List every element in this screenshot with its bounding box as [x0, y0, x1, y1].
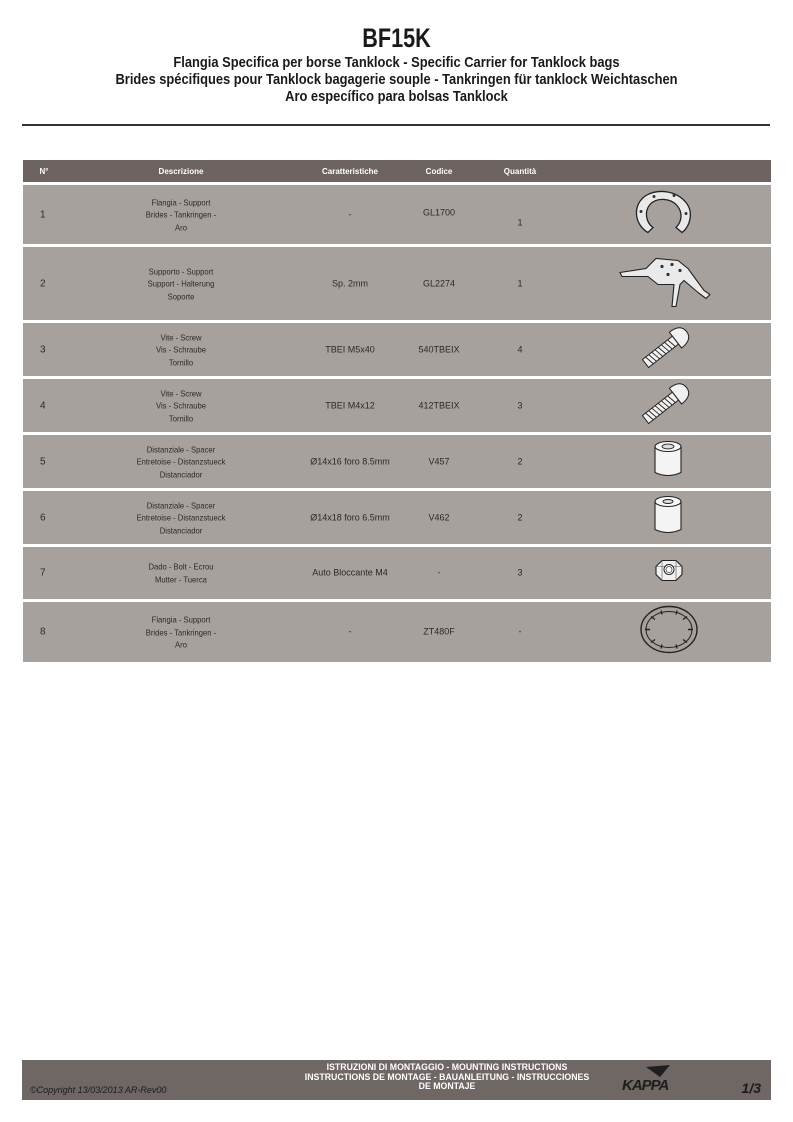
spacer-icon — [651, 493, 685, 542]
row-quantity: 2 — [517, 512, 523, 522]
row-code: 412TBEIX — [418, 400, 460, 410]
row-code: 540TBEIX — [418, 344, 460, 354]
table-row — [23, 185, 771, 244]
description-line: Flangia - Support — [151, 614, 211, 625]
description-line: Brides - Tankringen - — [145, 209, 217, 220]
row-number: 1 — [40, 209, 46, 220]
spacer-icon — [651, 438, 685, 485]
document-title: BF15K — [362, 23, 431, 53]
row-quantity: 4 — [517, 344, 523, 354]
row-description — [137, 499, 226, 537]
description-line: Entretoise - Distanzstueck — [136, 512, 226, 523]
row-quantity: - — [518, 626, 522, 637]
row-quantity: 1 — [517, 217, 523, 228]
table-header — [23, 160, 771, 182]
row-description — [156, 387, 206, 425]
description-line: Entretoise - Distanzstueck — [136, 456, 226, 467]
table-row — [23, 547, 771, 599]
screw-icon — [634, 380, 698, 431]
row-number: 5 — [40, 456, 46, 467]
row-number: 6 — [40, 512, 46, 523]
description-line: Vite - Screw — [160, 387, 202, 398]
ring-toothed-icon — [637, 603, 701, 662]
row-number: 4 — [40, 400, 46, 411]
parts-table — [23, 160, 771, 662]
col-header-number: N° — [39, 167, 49, 176]
description-line: Aro — [175, 221, 187, 232]
footer-bar — [22, 1060, 771, 1100]
row-characteristics: TBEI M4x12 — [325, 400, 375, 410]
row-characteristics: Ø14x18 foro 6.5mm — [310, 512, 390, 522]
document-header — [0, 22, 793, 105]
description-line: Distanciador — [159, 524, 203, 535]
description-line: Vite - Screw — [160, 331, 202, 342]
row-quantity: 3 — [517, 567, 523, 578]
table-row — [23, 323, 771, 376]
row-quantity: 1 — [517, 278, 523, 288]
row-quantity: 2 — [517, 456, 523, 466]
col-header-characteristics: Caratteristiche — [321, 167, 379, 176]
page-number: 1/3 — [741, 1080, 761, 1096]
description-line: Distanciador — [159, 468, 203, 479]
row-number: 7 — [40, 567, 46, 579]
instructions-line: INSTRUCTIONS DE MONTAGE - BAUANLEITUNG - INSTRUCCIONES — [304, 1071, 590, 1083]
row-characteristics: - — [348, 209, 352, 219]
table-row — [23, 491, 771, 544]
table-row — [23, 602, 771, 662]
row-code: GL1700 — [422, 207, 456, 218]
row-code: V457 — [428, 456, 450, 466]
description-line: Support - Halterung — [147, 278, 215, 289]
col-header-quantity: Quantità — [503, 167, 537, 176]
instructions-line: DE MONTAJE — [418, 1081, 476, 1092]
row-characteristics: Ø14x16 foro 8.5mm — [310, 456, 390, 466]
description-line: Flangia - Support — [151, 196, 211, 207]
row-characteristics: Sp. 2mm — [331, 278, 369, 288]
logo-text: KAPPA — [622, 1077, 669, 1094]
row-number: 3 — [40, 344, 46, 355]
kappa-logo — [620, 1065, 712, 1102]
row-description — [156, 331, 206, 369]
row-description — [148, 561, 213, 586]
row-description — [148, 265, 215, 303]
description-line: Dado - Bolt - Ecrou — [148, 561, 214, 572]
row-description — [146, 613, 216, 651]
mounting-instructions-label — [277, 1063, 617, 1092]
description-line: Tornillo — [168, 356, 194, 367]
screw-icon — [634, 324, 698, 375]
col-header-code: Codice — [425, 167, 453, 176]
row-code: V462 — [428, 512, 450, 522]
row-code: GL2274 — [422, 278, 456, 288]
description-line: Tornillo — [168, 412, 194, 423]
description-line: Distanziale - Spacer — [146, 443, 216, 454]
row-quantity: 3 — [517, 400, 523, 410]
row-description — [137, 443, 226, 481]
support-bracket-icon — [618, 250, 718, 317]
row-code: - — [437, 567, 441, 578]
description-line: Distanziale - Spacer — [146, 499, 216, 510]
table-row — [23, 379, 771, 432]
description-line: Supporto - Support — [148, 265, 214, 276]
table-row — [23, 435, 771, 488]
header-divider — [22, 124, 770, 126]
row-characteristics: - — [348, 626, 352, 637]
description-line: Mutter - Tuerca — [155, 574, 207, 584]
nut-icon — [650, 557, 686, 590]
copyright-text: ©Copyright 13/03/2013 AR-Rev00 — [30, 1085, 167, 1095]
row-code: ZT480F — [423, 626, 455, 637]
row-characteristics: Auto Bloccante M4 — [312, 567, 388, 578]
row-characteristics: TBEI M5x40 — [325, 344, 375, 354]
ring-flange-icon — [626, 186, 696, 243]
subtitle-line-2: Brides spécifiques pour Tanklock bagagerie souple - Tankringen für tanklock Weichtaschen — [115, 71, 678, 88]
col-header-description: Descrizione — [158, 167, 204, 176]
description-line: Soporte — [167, 290, 195, 301]
description-line: Vis - Schraube — [155, 400, 207, 411]
subtitle-line-3: Aro específico para bolsas Tanklock — [285, 88, 508, 105]
instructions-line: ISTRUZIONI DI MONTAGGIO - MOUNTING INSTRUCTIONS — [326, 1062, 568, 1073]
row-number: 2 — [40, 278, 46, 289]
description-line: Vis - Schraube — [155, 344, 207, 355]
subtitle-line-1: Flangia Specifica per borse Tanklock - Specific Carrier for Tanklock bags — [173, 54, 620, 71]
row-number: 8 — [40, 626, 46, 638]
table-row — [23, 247, 771, 320]
row-description — [146, 196, 216, 234]
description-line: Aro — [175, 639, 187, 650]
description-line: Brides - Tankringen - — [145, 626, 217, 637]
